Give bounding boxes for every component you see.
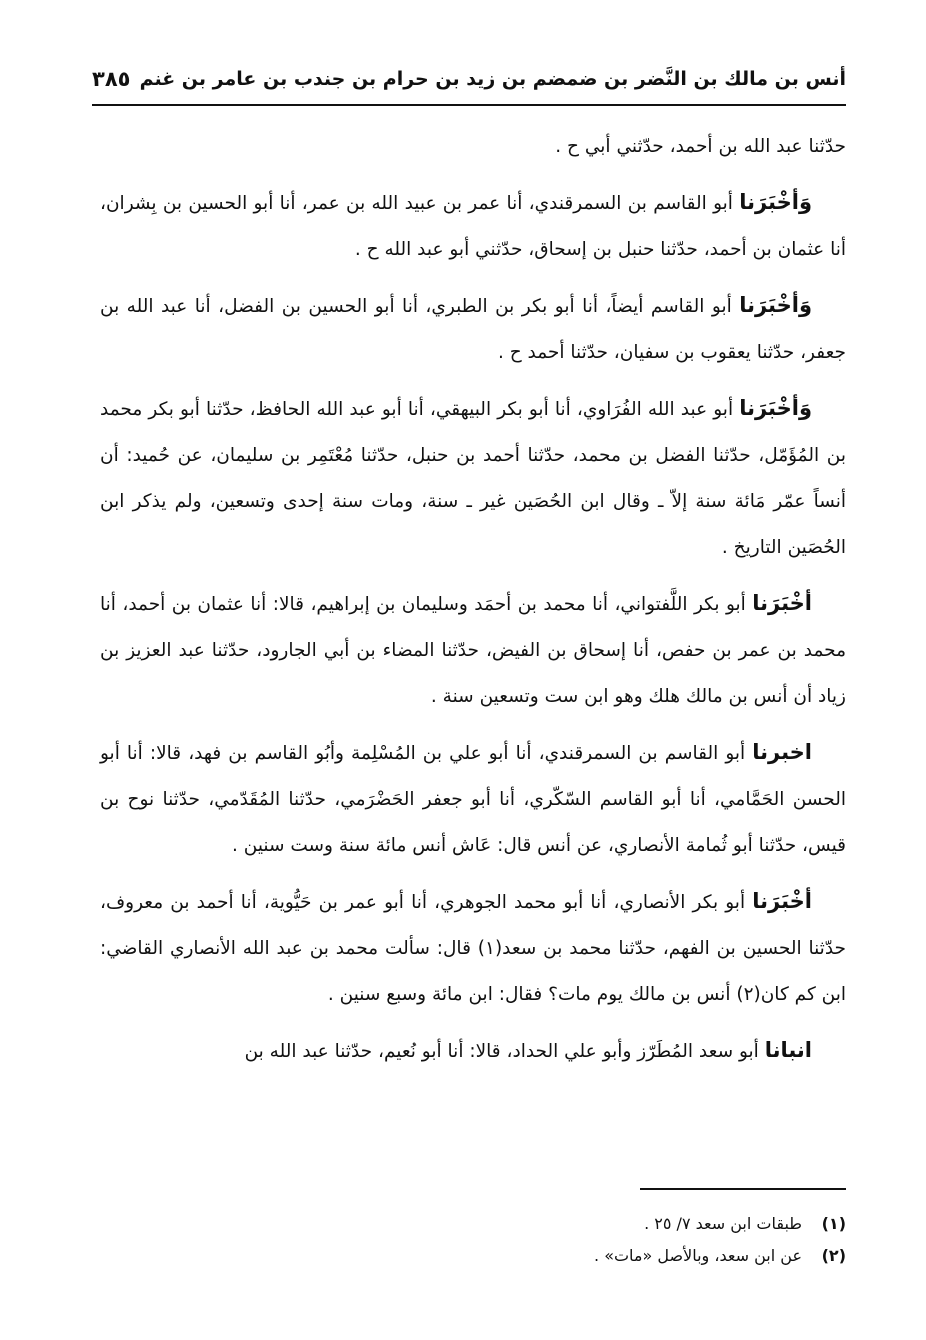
paragraph — [100, 580, 846, 720]
header-title: أنس بن مالك بن النَّضر بن ضمضم بن زيد بن حرام بن جندب بن عامر بن غنم — [139, 68, 846, 90]
paragraph-keyword: وَأخْبَرَنا — [739, 396, 812, 420]
paragraph-text: حدّثنا عبد الله بن أحمد، حدّثني أبي ح . — [555, 136, 846, 157]
paragraph-keyword: انبانا — [764, 1038, 812, 1062]
paragraph — [100, 124, 846, 170]
paragraph — [100, 878, 846, 1018]
paragraph-keyword: أخْبَرَنا — [752, 889, 812, 913]
body-text — [100, 124, 846, 1084]
paragraph-text: أبو القاسم أيضاً، أنا أبو بكر بن الطبري، أنا أبو الحسين بن الفضل، أنا عبد الله بن جعفر، حدّثنا يعقوب بن سفيان، حدّثنا أحمد ح . — [100, 296, 846, 363]
paragraph — [100, 282, 846, 376]
footnote-number: (١) — [821, 1214, 846, 1233]
paragraph — [100, 179, 846, 273]
paragraph — [100, 385, 846, 571]
paragraph-text: أبو عبد الله الفُرَاوي، أنا أبو بكر البيهقي، أنا أبو عبد الله الحافظ، حدّثنا أبو بكر محمد بن المُؤَمّل، حدّثنا الفضل بن محمد، حدّثنا أحمد بن حنبل، حدّثنا مُعْتَمِر بن سليمان، عن حُميد: أن أنساً عمّر مَائة سنة إلاّ ـ وقال ابن الحُصَين غير ـ سنة، ومات سنة إحدى وتسعين، ولم يذكر ابن الحُصَين التاريخ . — [100, 399, 846, 558]
paragraph-keyword: أخْبَرَنا — [752, 591, 812, 615]
paragraph-keyword: وَأخْبَرَنا — [739, 293, 812, 317]
footnote — [100, 1240, 846, 1272]
footnote-number: (٢) — [821, 1246, 846, 1265]
footnote — [100, 1208, 846, 1240]
paragraph-text: أبو بكر اللَّفتواني، أنا محمد بن أحمَد وسليمان بن إبراهيم، قالا: أنا عثمان بن أحمد، أنا محمد بن عمر بن حفص، أنا إسحاق بن الفيض، حدّثنا المضاء بن أبي الجارود، حدّثنا عبد العزيز بن زياد أن أنس بن مالك هلك وهو ابن ست وتسعين سنة . — [100, 594, 846, 707]
footnote-text: طبقات ابن سعد ٧/ ٢٥ . — [644, 1214, 802, 1233]
paragraph-text: أبو القاسم بن السمرقندي، أنا أبو علي بن المُسْلِمة وأبُو القاسم بن فهد، قالا: أنا أبو الحسن الحَمَّامي، أنا أبو القاسم السّكّري، أنا أبو جعفر الحَضْرَمي، حدّثنا المُقَدّمي، حدّثنا نوح بن قيس، حدّثنا أبو ثُمامة الأنصاري، عن أنس قال: عَاش أنس مائة سنة وست سنين . — [100, 743, 846, 856]
footnotes — [100, 1208, 846, 1272]
page-number: ٣٨٥ — [92, 67, 131, 91]
footnote-text: عن ابن سعد، وبالأصل «مات» . — [594, 1246, 802, 1265]
paragraph-keyword: اخبرنا — [752, 740, 812, 764]
paragraph — [100, 1027, 846, 1075]
paragraph-text: أبو بكر الأنصاري، أنا أبو محمد الجوهري، أنا أبو عمر بن حَيُّوية، أنا أحمد بن معروف، حدّثنا الحسين بن الفهم، حدّثنا محمد بن سعد(١) قال: سألت محمد بن عبد الله الأنصاري القاضي: ابن كم كان(٢) أنس بن مالك يوم مات؟ فقال: ابن مائة وسبع سنين . — [100, 892, 846, 1005]
header-rule — [92, 104, 846, 106]
running-header — [92, 62, 846, 96]
paragraph — [100, 729, 846, 869]
paragraph-keyword: وَأخْبَرَنا — [739, 190, 812, 214]
paragraph-text: أبو سعد المُطَرّز وأبو علي الحداد، قالا: أنا أبو نُعيم، حدّثنا عبد الله بن — [244, 1041, 765, 1062]
footnote-rule — [640, 1188, 846, 1190]
paragraph-text: أبو القاسم بن السمرقندي، أنا عمر بن عبيد الله بن عمر، أنا أبو الحسين بن بِشران، أنا عثمان بن أحمد، حدّثنا حنبل بن إسحاق، حدّثني أبو عبد الله ح . — [100, 193, 846, 260]
